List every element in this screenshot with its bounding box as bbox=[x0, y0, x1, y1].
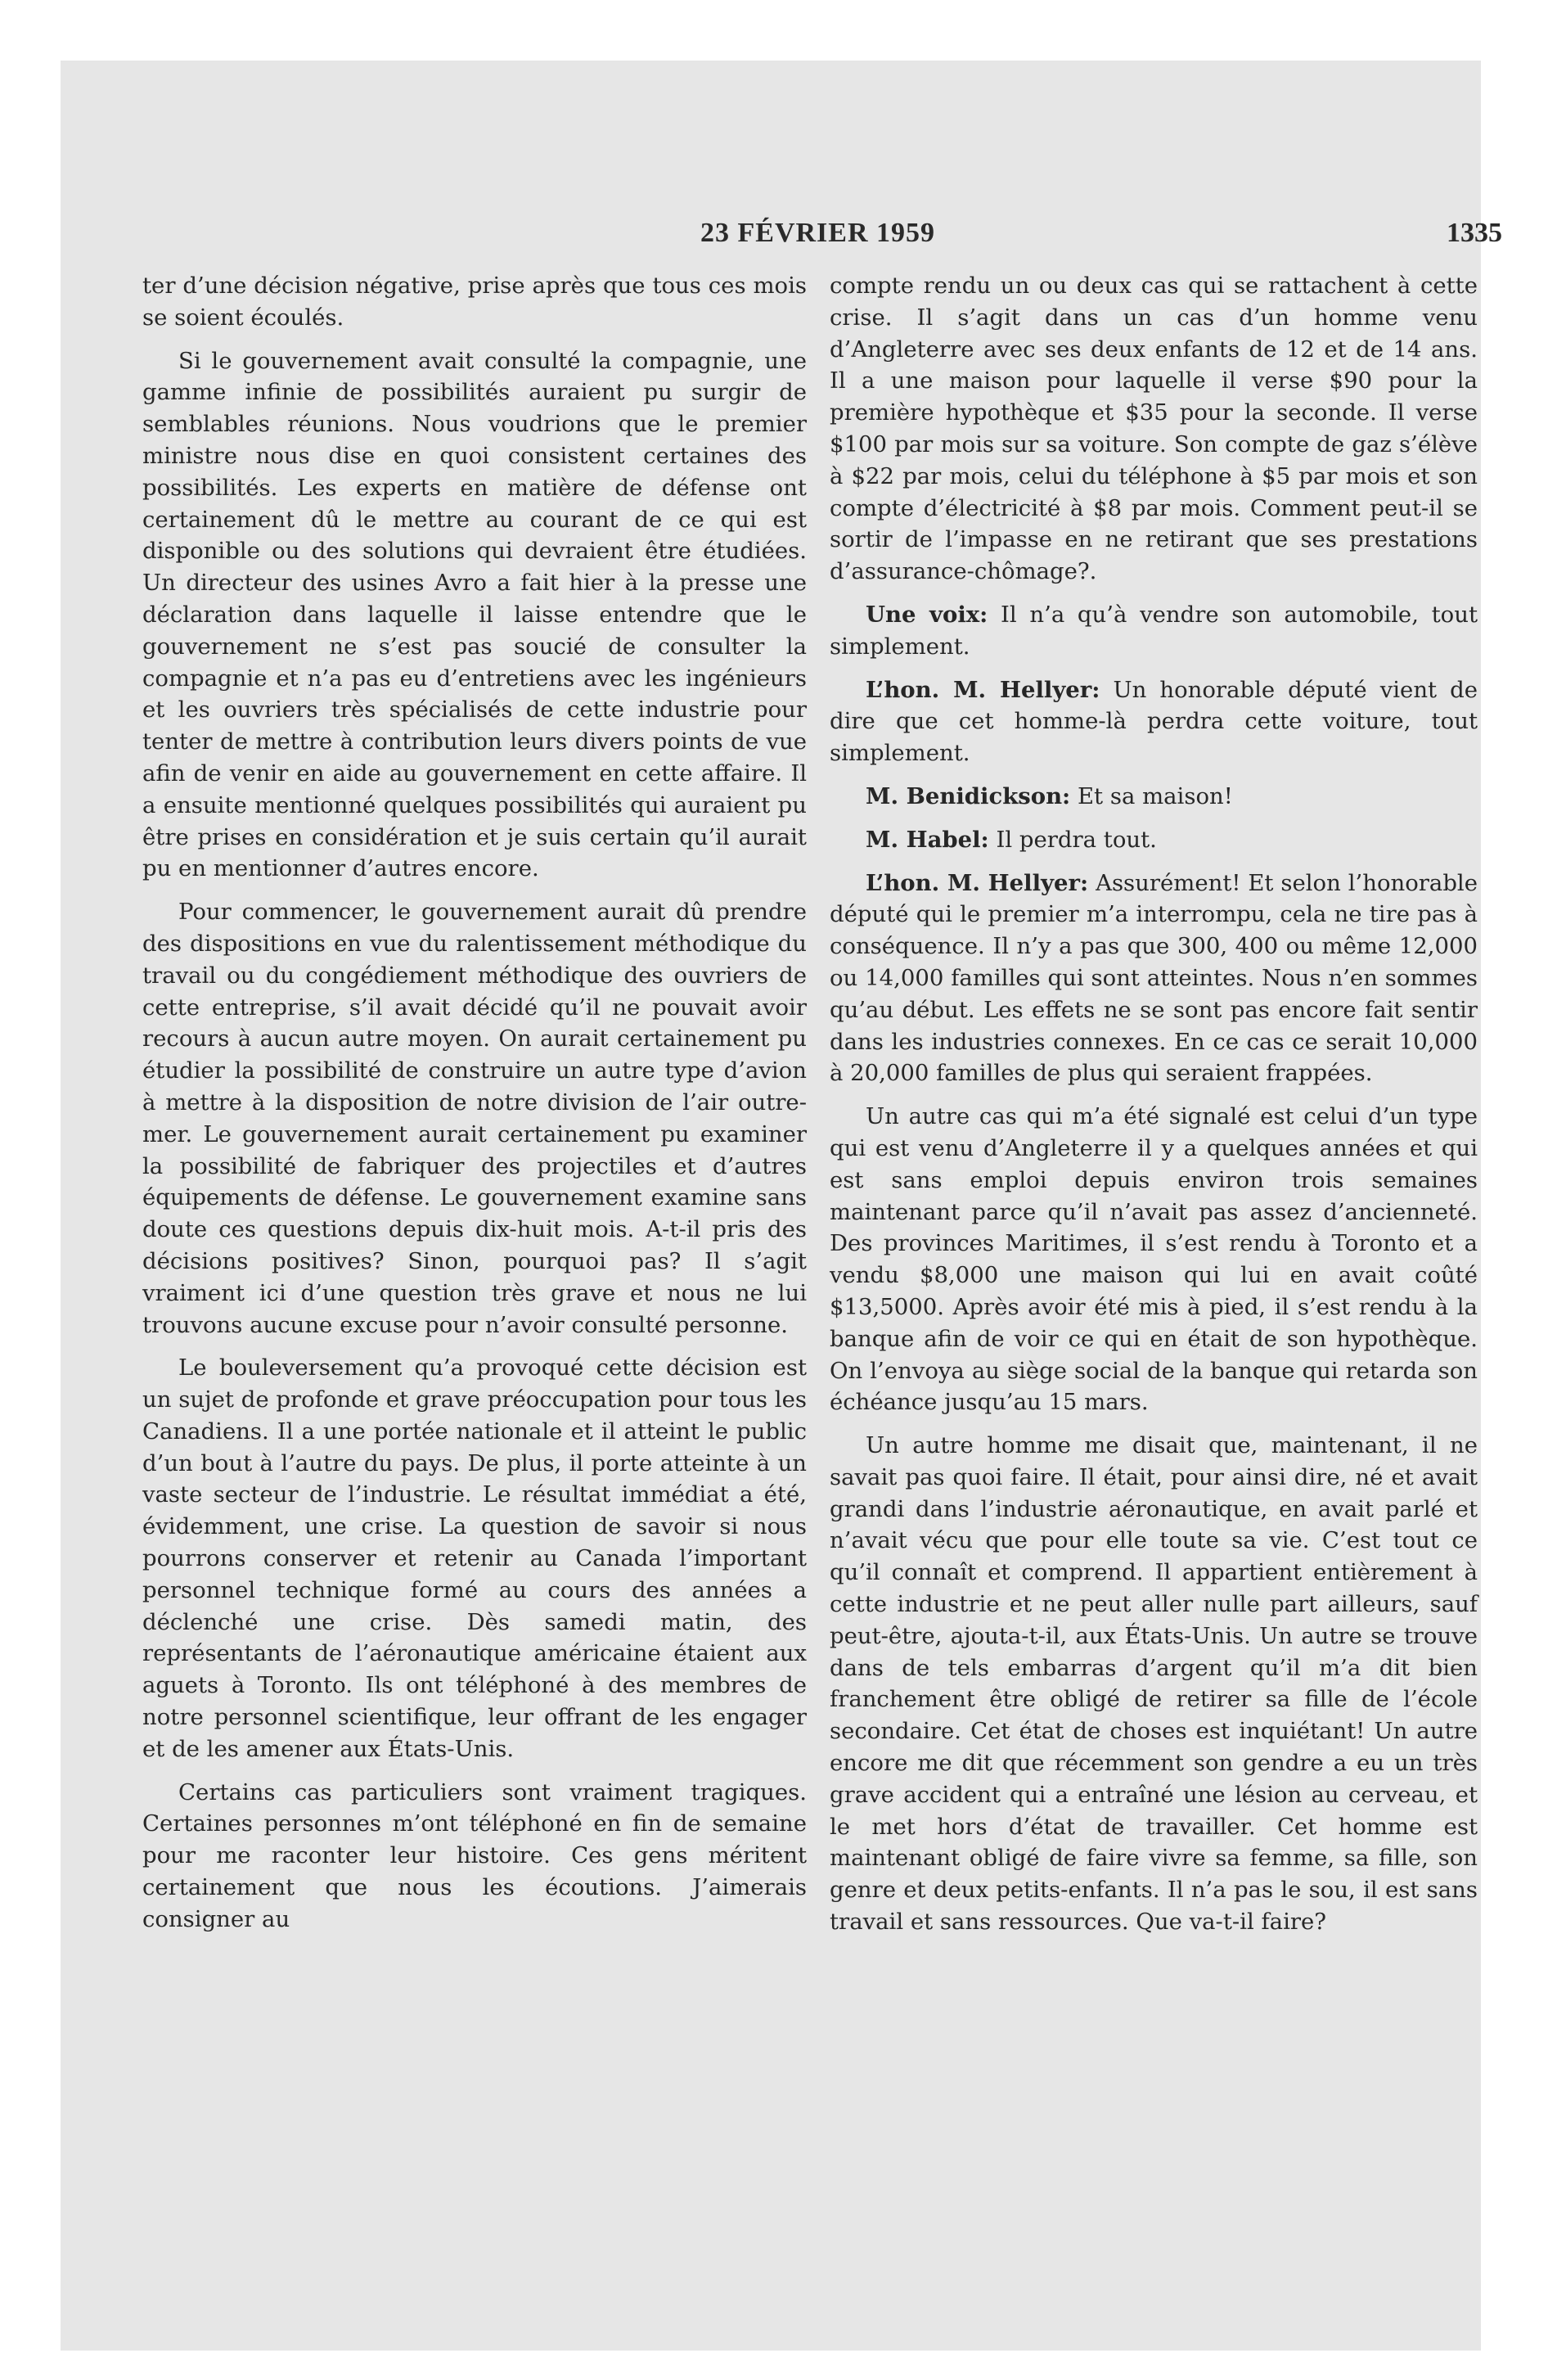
speaker-name: M. Benidickson: bbox=[866, 782, 1071, 809]
speech-text: Et sa maison! bbox=[1070, 782, 1233, 809]
paragraph: Si le gouvernement avait consulté la compagnie, une gamme infinie de possibilités auraient pu surgir de semblables réunions. Nous voudrions que le premier ministre nous dise en quoi consistent certaines des possibilités. Les experts en matière de défense ont certainement dû le mettre au courant de ce qui est disponible ou des solutions qui devraient être étudiées. Un directeur des usines Avro a fait hier à la presse une déclaration dans laquelle il laisse entendre que le gouvernement ne s’est pas soucié de consulter la compagnie et n’a pas eu d’entretiens avec les ingénieurs et les ouvriers très spécialisés de cette industrie pour tenter de mettre à contribution leurs divers points de vue afin de venir en aide au gouvernement en cette affaire. Il a ensuite mentionné quelques possibilités qui auraient pu être prises en considération et je suis certain qu’il aurait pu en mentionner d’autres encore. bbox=[142, 347, 807, 882]
paragraph: Pour commencer, le gouvernement aurait dû prendre des dispositions en vue du ralentissement méthodique du travail ou du congédiement méthodique des ouvriers de cette entreprise, s’il avait décidé qu’il ne pouvait avoir recours à aucun autre moyen. On aurait certainement pu étudier la possibilité de construire un autre type d’avion à mettre à la disposition de notre division de l’air outre-mer. Le gouvernement aurait certainement pu examiner la possibilité de fabriquer des projectiles et d’autres équipements de défense. Le gouvernement examine sans doute ces questions depuis dix-huit mois. A-t-il pris des décisions positives? Sinon, pourquoi pas? Il s’agit vraiment ici d’une question très grave et nous ne lui trouvons aucune excuse pour n’avoir consulté personne. bbox=[142, 899, 807, 1338]
speech-text: Un honorable député vient de dire que cet homme-là perdra cette voiture, tout simplement. bbox=[830, 676, 1478, 767]
right-column bbox=[830, 270, 1478, 1950]
speech-text: Il n’a qu’à vendre son automobile, tout simplement. bbox=[830, 601, 1478, 660]
paragraph: Un autre cas qui m’a été signalé est celui d’un type qui est venu d’Angleterre il y a quelques années et qui est sans emploi depuis environ trois semaines maintenant parce qu’il n’avait pas assez d’ancienneté. Des provinces Maritimes, il s’est rendu à Toronto et a vendu $8,000 une maison qui lui en avait coûté $13,5000. Après avoir été mis à pied, il s’est rendu à la banque afin de voir ce qui en était de son hypothèque. On l’envoya au siège social de la banque qui retarda son échéance jusqu’au 15 mars. bbox=[830, 1103, 1478, 1416]
running-header bbox=[61, 218, 1502, 250]
speech-text: Il perdra tout. bbox=[988, 826, 1157, 853]
speech-entry bbox=[830, 599, 1478, 663]
paragraph: compte rendu un ou deux cas qui se rattachent à cette crise. Il s’agit dans un cas d’un homme venu d’Angleterre avec ses deux enfants de 12 et de 14 ans. Il a une maison pour laquelle il verse $90 pour la première hypothèque et $35 pour la seconde. Il verse $100 par mois sur sa voiture. Son compte de gaz s’élève à $22 par mois, celui du téléphone à $5 par mois et son compte d’électricité à $8 par mois. Comment peut-il se sortir de l’impasse en ne retirant que ses prestations d’assurance-chômage?. bbox=[830, 273, 1478, 585]
paragraph: Certains cas particuliers sont vraiment tragiques. Certaines personnes m’ont téléphoné en fin de semaine pour me raconter leur histoire. Ces gens méritent certainement que nous les écoutions. J’aimerais consigner au bbox=[142, 1778, 807, 1932]
speech-entry bbox=[830, 781, 1478, 813]
page-sheet bbox=[61, 61, 1502, 2351]
speech-entry bbox=[830, 868, 1478, 1090]
paragraph: Le bouleversement qu’a provoqué cette décision est un sujet de profonde et grave préoccupation pour tous les Canadiens. Il a une portée nationale et il atteint le public d’un bout à l’autre du pays. De plus, il porte atteinte à un vaste secteur de l’industrie. Le résultat immédiat a été, évidemment, une crise. La question de savoir si nous pourrons conserver et retenir au Canada l’important personnel technique formé au cours des années a déclenché une crise. Dès samedi matin, des représentants de l’aéronautique américaine étaient aux aguets à Toronto. Ils ont téléphoné à des membres de notre personnel scientifique, leur offrant de les engager et de les amener aux États-Unis. bbox=[142, 1355, 807, 1762]
speech-entry bbox=[830, 674, 1478, 769]
speaker-name: L’hon. M. Hellyer: bbox=[866, 676, 1100, 703]
speaker-name: M. Habel: bbox=[866, 826, 989, 853]
left-column bbox=[142, 270, 807, 1947]
paragraph: Un autre homme me disait que, maintenant, il ne savait pas quoi faire. Il était, pour ainsi dire, né et avait grandi dans l’industrie aéronautique, en avait parlé et n’avait vécu que pour elle toute sa vie. C’est tout ce qu’il connaît et comprend. Il appartient entièrement à cette industrie et ne peut aller nulle part ailleurs, sauf peut-être, ajouta-t-il, aux États-Unis. Un autre se trouve dans de tels embarras d’argent qu’il m’a dit bien franchement être obligé de retirer sa fille de l’école secondaire. Cet état de choses est inquiétant! Un autre encore me dit que récemment son gendre a eu un très grave accident qui a entraîné une lésion au cerveau, et le met hors d’état de travailler. Cet homme est maintenant obligé de faire vivre sa femme, sa fille, son genre et deux petits-enfants. Il n’a pas le sou, il est sans travail et sans ressources. Que va-t-il faire? bbox=[830, 1432, 1478, 1936]
paragraph: ter d’une décision négative, prise après que tous ces mois se soient écoulés. bbox=[142, 273, 807, 331]
speech-text: Assurément! Et selon l’honorable député qui le premier m’a interrompu, cela ne tire pas à conséquence. Il n’y a pas que 300, 400 ou même 12,000 ou 14,000 familles qui sont atteintes. Nous n’en sommes qu’au début. Les effets ne se sont pas encore fait sentir dans les industries connexes. En ce cas ce serait 10,000 à 20,000 familles de plus qui seraient frappées. bbox=[830, 869, 1478, 1087]
header-date: 23 FÉVRIER 1959 bbox=[700, 218, 936, 248]
page-number: 1335 bbox=[1447, 218, 1502, 248]
speaker-name: Une voix: bbox=[866, 601, 988, 628]
speech-entry bbox=[830, 824, 1478, 856]
speaker-name: L’hon. M. Hellyer: bbox=[866, 869, 1089, 896]
